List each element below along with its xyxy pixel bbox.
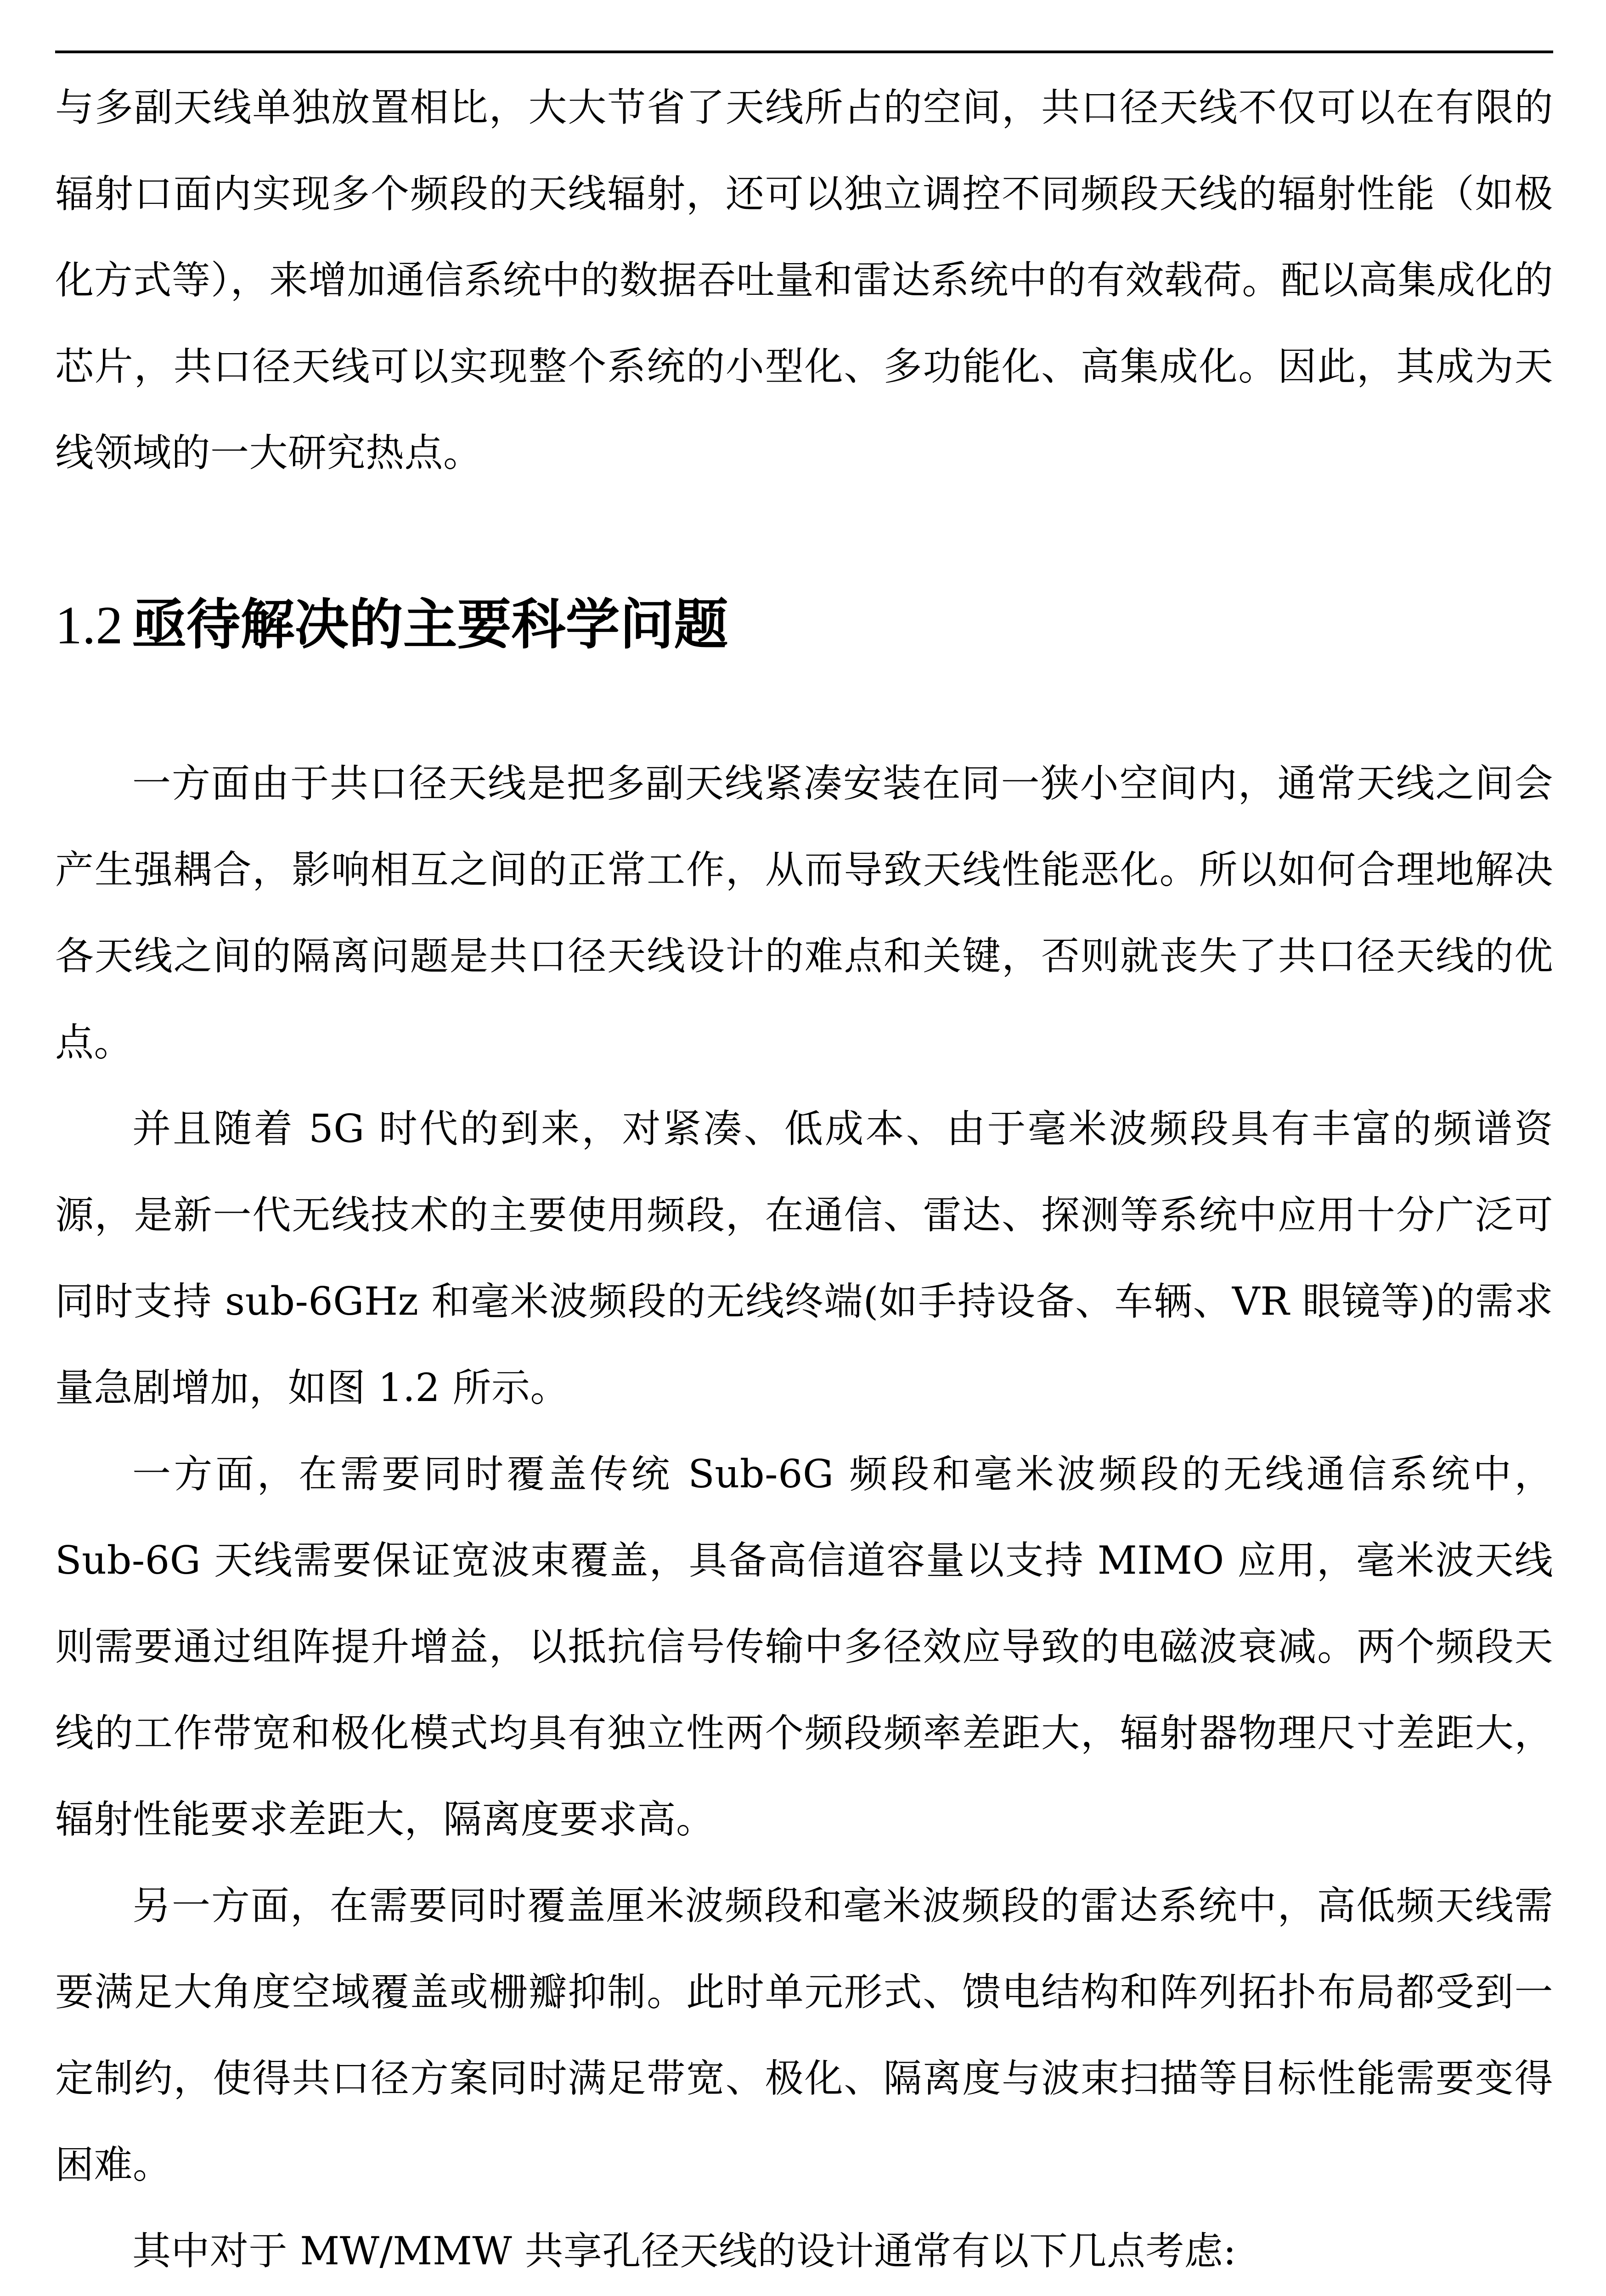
body-paragraph: 另一方面，在需要同时覆盖厘米波频段和毫米波频段的雷达系统中，高低频天线需要满足大角度空域覆盖或栅瓣抑制。此时单元形式、馈电结构和阵列拓扑布局都受到一定制约，使得共口径方案同时满足带宽、极化、隔离度与波束扫描等目标性能需要变得困难。 [55,1883,1553,2187]
body-paragraph: 一方面由于共口径天线是把多副天线紧凑安装在同一狭小空间内，通常天线之间会产生强耦合，影响相互之间的正常工作，从而导致天线性能恶化。所以如何合理地解决各天线之间的隔离问题是共口径天线设计的难点和关键，否则就丧失了共口径天线的优点。 [55,761,1553,1065]
section-title: 亟待解决的主要科学问题 [132,593,728,656]
body-paragraph: 其中对于 MW/MMW 共享孔径天线的设计通常有以下几点考虑: [132,2228,1237,2273]
header-rule [55,51,1553,53]
intro-paragraph: 与多副天线单独放置相比，大大节省了天线所占的空间，共口径天线不仅可以在有限的辐射口面内实现多个频段的天线辐射，还可以独立调控不同频段天线的辐射性能（如极化方式等），来增加通信系统中的数据吞吐量和雷达系统中的有效载荷。配以高集成化的芯片，共口径天线可以实现整个系统的小型化、多功能化、高集成化。因此，其成为天线领域的一大研究热点。 [55,85,1553,475]
page-body [55,64,1553,2296]
body-paragraph: 并且随着 5G 时代的到来，对紧凑、低成本、由于毫米波频段具有丰富的频谱资源，是新一代无线技术的主要使用频段，在通信、雷达、探测等系统中应用十分广泛可同时支持 sub-6GHz 和毫米波频段的无线终端(如手持设备、车辆、VR 眼镜等)的需求量急剧增加，如图 1.2 所示。 [55,1106,1553,1410]
section-heading [55,496,1553,740]
body-paragraph: 一方面，在需要同时覆盖传统 Sub-6G 频段和毫米波频段的无线通信系统中，Sub-6G 天线需要保证宽波束覆盖，具备高信道容量以支持 MIMO 应用，毫米波天线则需要通过组阵提升增益，以抵抗信号传输中多径效应导致的电磁波衰减。两个频段天线的工作带宽和极化模式均具有独立性两个频段频率差距大，辐射器物理尺寸差距大，辐射性能要求差距大，隔离度要求高。 [55,1452,1553,1842]
list-item [55,2294,1553,2296]
section-number: 1.2 [55,595,123,655]
